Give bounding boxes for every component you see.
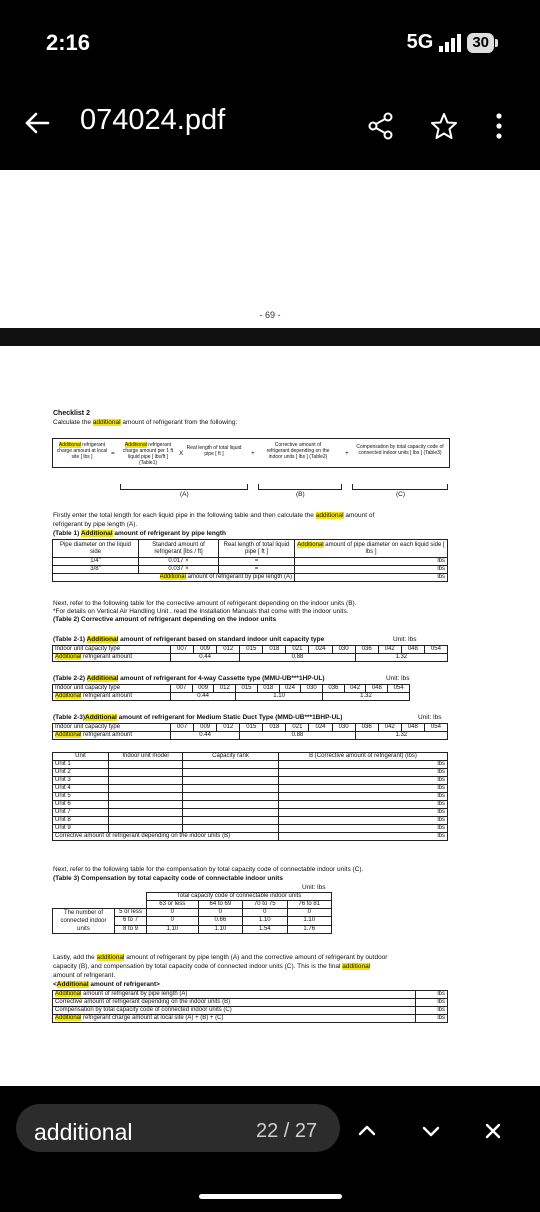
table-row: Unit 5 lbs	[53, 793, 448, 801]
table-row: 3/8" 0.037 × = lbs	[53, 566, 448, 574]
formula-equals: =	[111, 450, 115, 457]
checklist-heading: Checklist 2	[53, 410, 90, 417]
formula-term-1: Additional refrigerant charge amount at local site [ lbs ]	[56, 442, 108, 460]
table-header: Indoor unit model	[109, 753, 183, 761]
match-counter: 22 / 27	[256, 1120, 318, 1142]
table-header: 64 to 69	[198, 901, 242, 909]
search-highlight: additional	[315, 512, 344, 519]
units-table	[52, 752, 448, 841]
battery-icon: 30	[467, 33, 494, 53]
search-highlight: additional	[96, 954, 125, 961]
paragraph-4-line-3: amount of refrigerant.	[53, 972, 116, 979]
table-header: Capacity rank	[183, 753, 279, 761]
pdf-page-previous	[0, 170, 540, 328]
table-3-title: (Table 3) Compensation by total capacity code of connectable indoor units	[53, 875, 283, 882]
label-b: (B)	[296, 491, 305, 498]
formula-plus-2: +	[345, 450, 349, 457]
table-header: Pipe diameter on the liquid side	[53, 540, 139, 558]
formula-box	[52, 438, 450, 468]
table-header: Total capacity code of connectable indoor units	[147, 893, 332, 901]
formula-term-2: Additional refrigerant charge amount per 1 ft liquid pipe [ lbs/ft ] (Table1)	[122, 442, 174, 466]
table-2-2	[52, 684, 410, 701]
table-header: 63 or less	[147, 901, 199, 909]
table-2-3-unit: Unit: lbs	[418, 714, 442, 721]
table-header: Real length of total liquid pipe [ ft ]	[219, 540, 295, 558]
table-row: Additional refrigerant amount 0.44 0.88 1.32	[53, 732, 448, 740]
table-2-1-title: (Table 2-1) Additional amount of refrigerant based on standard indoor unit capacity type	[53, 636, 325, 643]
page-separator	[0, 328, 540, 346]
table-row: Compensation by total capacity code of connected indoor units (C) lbs	[53, 1007, 448, 1015]
table-2-2-title: (Table 2-2) Additional amount of refrigerant for 4-way Cassette type (MMU-UB***1HP-UL)	[53, 675, 325, 682]
table-2-2-unit: Unit: lbs	[386, 675, 410, 682]
table-2-3-title: (Table 2-3)Additional amount of refrigerant for Medium Static Duct Type (MMD-UB***1BHP-UL)	[53, 714, 343, 721]
table-row: Unit 6 lbs	[53, 801, 448, 809]
table-row: Additional refrigerant amount 0.44 0.88 1.32	[53, 654, 448, 662]
find-bar	[0, 1086, 540, 1212]
search-highlight: additional	[92, 419, 121, 426]
table-header: Additional amount of pipe diameter on each liquid side [ lbs ]	[295, 540, 448, 558]
summary-title: <Additional amount of refrigerant>	[53, 981, 160, 988]
paragraph-2-note: *For details on Vertical Air Handling Unit , read the Installation Manuals that come with the indoor units.	[53, 608, 349, 615]
paragraph-3: Next, refer to the following table for the compensation by total capacity code of connectable indoor units (C).	[53, 866, 364, 873]
table-2-3	[52, 723, 448, 740]
table-3	[52, 892, 332, 934]
network-label: 5G	[406, 31, 434, 53]
status-indicators	[407, 31, 494, 54]
table-row: Additional refrigerant charge amount at local site (A) + (B) + (C) lbs	[53, 1015, 448, 1023]
table-row: Indoor unit capacity type 007 009 012 015 018 024 030 036 042 048 054	[53, 685, 410, 693]
formula-term-3: Real length of total liquid pipe [ ft ]	[186, 445, 242, 457]
table-3-unit: Unit: lbs	[302, 884, 326, 891]
paragraph-1-line-2: refrigerant by pipe length (A).	[53, 521, 138, 528]
intro-text: Calculate the additional amount of refrigerant from the following:	[53, 419, 238, 426]
table-2-1	[52, 645, 448, 662]
table-row: Unit 7 lbs	[53, 809, 448, 817]
table-header: Standard amount of refrigerant [lbs / ft]	[139, 540, 219, 558]
app-bar	[0, 88, 540, 170]
status-time: 2:16	[46, 30, 91, 55]
paragraph-2: Next, refer to the following table for the corrective amount of refrigerant depending on the indoor units (B).	[53, 600, 357, 607]
formula-plus-1: +	[251, 450, 255, 457]
table-row: 1/4" 0.017 × = lbs	[53, 558, 448, 566]
summary-table	[52, 990, 448, 1023]
table-row: Unit 3 lbs	[53, 777, 448, 785]
page-number: - 69 -	[259, 310, 281, 320]
table-row: Additional amount of refrigerant by pipe length (A) lbs	[53, 574, 448, 582]
table-row: Unit 1 lbs	[53, 761, 448, 769]
table-header: B (Corrective amount of refrigerant) (lbs)	[279, 753, 448, 761]
bracket-c	[352, 484, 448, 490]
more-options-icon[interactable]	[494, 112, 504, 140]
table-header: 76 to 81	[287, 901, 332, 909]
label-a: (A)	[180, 491, 189, 498]
table-row: Corrective amount of refrigerant depending on the indoor units (B) lbs	[53, 833, 448, 841]
status-bar	[0, 0, 540, 88]
table-row: Indoor unit capacity type 007 009 012 015 018 021 024 030 036 042 048 054	[53, 724, 448, 732]
bracket-a	[120, 484, 248, 490]
home-indicator[interactable]	[199, 1194, 342, 1199]
close-icon[interactable]	[483, 1120, 503, 1142]
table-row: Additional amount of refrigerant by pipe length (A) lbs	[53, 991, 448, 999]
bracket-b	[258, 484, 342, 490]
table-row: The number of connected indoor units 5 or less 0 0 0 0	[53, 909, 332, 917]
previous-match-icon[interactable]	[356, 1120, 378, 1142]
paragraph-4: Lastly, add the additional amount of refrigerant by pipe length (A) and the corrective amount of refrigerant by outdoor	[53, 954, 388, 961]
table-header: Unit	[53, 753, 109, 761]
table-row: Unit 2 lbs	[53, 769, 448, 777]
table-2-1-unit: Unit: lbs	[393, 636, 417, 643]
formula-term-5: Compensation by total capacity code of connected indoor units [ lbs ] (Table3)	[356, 444, 444, 456]
table-row: 6 to 7 0 0.66 1.10 1.10	[53, 917, 332, 925]
share-icon[interactable]	[368, 112, 394, 140]
next-match-icon[interactable]	[420, 1120, 442, 1142]
document-title: 074024.pdf	[80, 104, 226, 136]
table-header: 70 to 75	[243, 901, 287, 909]
formula-times: X	[179, 450, 184, 457]
paragraph-1: Firstly enter the total length for each liquid pipe in the following table and then calculate the additional amount of	[53, 512, 375, 519]
pdf-page	[0, 346, 540, 1086]
table-1	[52, 539, 448, 582]
back-arrow-icon[interactable]	[22, 108, 52, 138]
table-1-title: (Table 1) Additional amount of refrigerant by pipe length	[53, 530, 226, 537]
table-row: 8 to 9 1.10 1.10 1.54 1.76	[53, 925, 332, 933]
table-row: Unit 9 lbs	[53, 825, 448, 833]
search-highlight: additional	[342, 963, 371, 970]
table-row: Additional refrigerant amount 0.44 1.10 1.32	[53, 693, 410, 701]
table-row: Corrective amount of refrigerant depending on the indoor units (B) lbs	[53, 999, 448, 1007]
table-row: Indoor unit capacity type 007 009 012 015 018 021 024 030 036 042 048 054	[53, 646, 448, 654]
paragraph-4-line-2: capacity (B), and compensation by total capacity code of connected indoor units (C). This is the final additional	[53, 963, 371, 970]
signal-icon	[439, 34, 461, 52]
table-2-title: (Table 2) Corrective amount of refrigerant depending on the indoor units	[53, 616, 277, 623]
find-input[interactable]: additional	[34, 1119, 133, 1145]
table-row: Unit 4 lbs	[53, 785, 448, 793]
star-icon[interactable]	[430, 112, 458, 140]
label-c: (C)	[396, 491, 406, 498]
formula-term-4: Corrective amount of refrigerant depending on the indoor units [ lbs ] (Table2)	[266, 442, 330, 460]
table-row: Unit 8 lbs	[53, 817, 448, 825]
